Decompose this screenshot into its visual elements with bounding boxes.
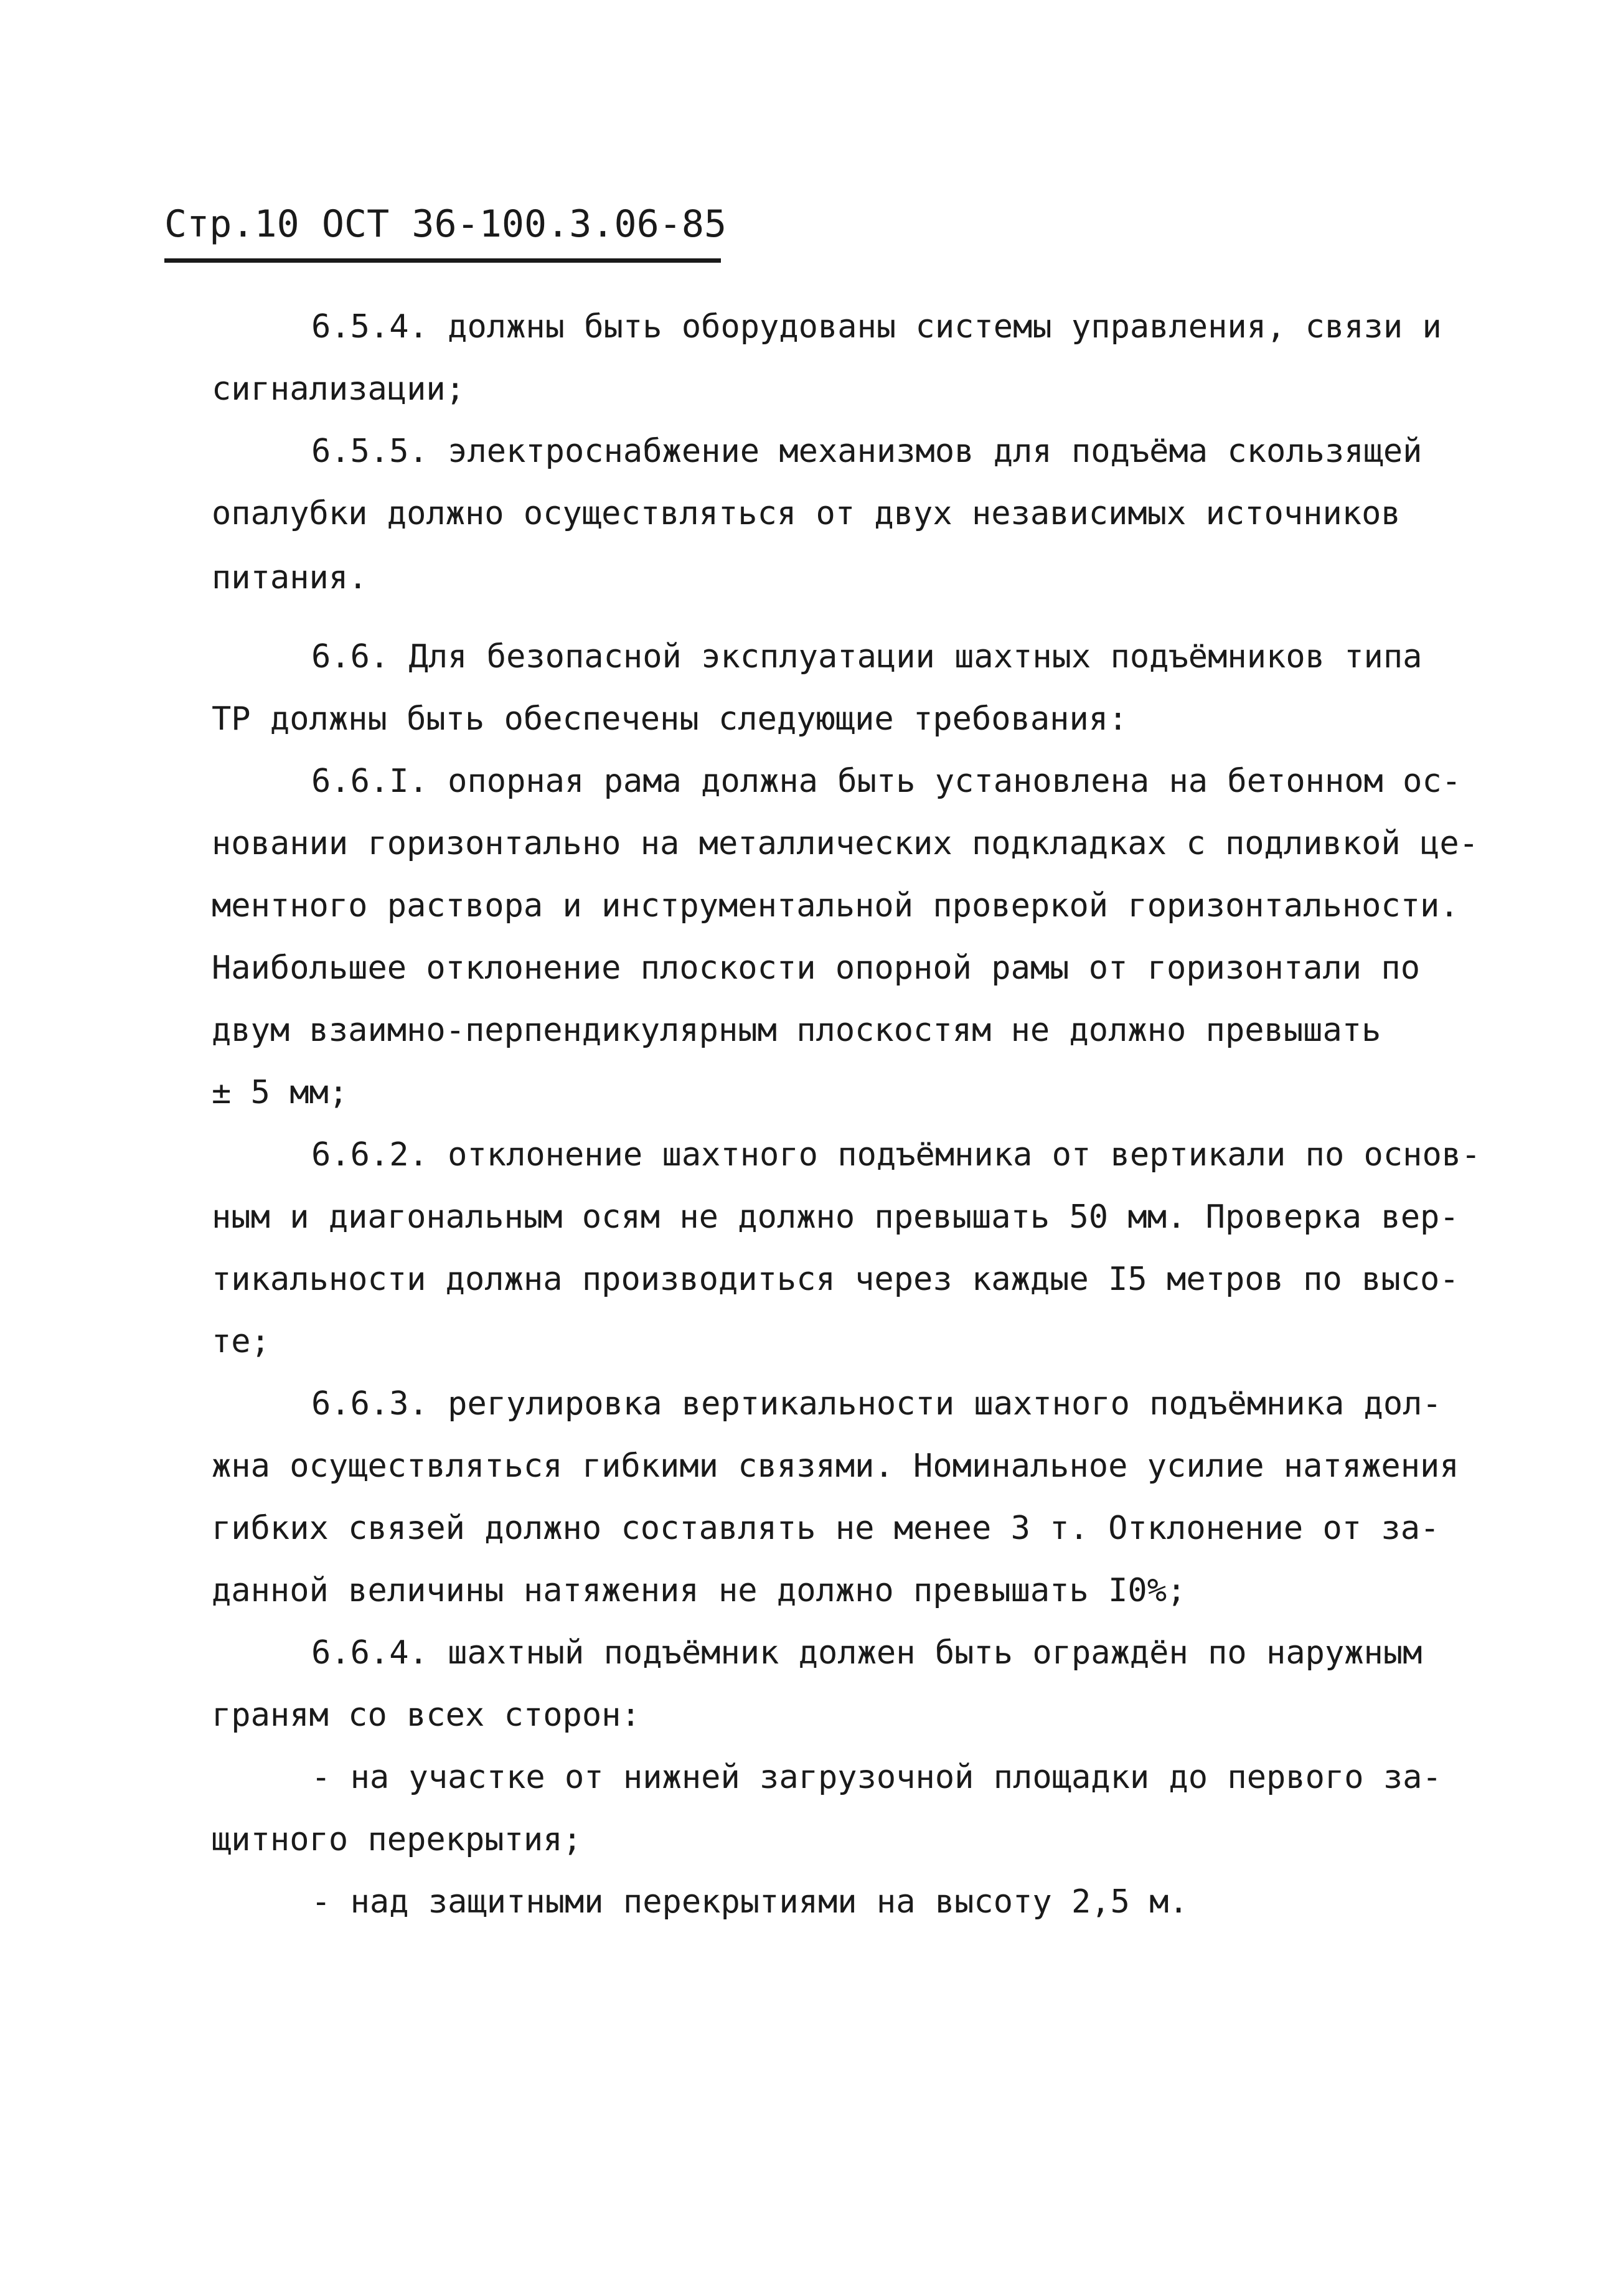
text-line: - на участке от нижней загрузочной площадки до первого за- <box>311 1759 1442 1796</box>
text-line: ± 5 мм; <box>212 1074 349 1111</box>
text-line: Наибольшее отклонение плоскости опорной рамы от горизонтали по <box>212 949 1421 987</box>
text-line: 6.6.2. отклонение шахтного подъёмника от вертикали по основ- <box>311 1136 1481 1174</box>
text-line: 6.5.5. электроснабжение механизмов для подъёма скользящей <box>311 433 1423 470</box>
text-line: 6.6.I. опорная рама должна быть установлена на бетонном ос- <box>311 763 1462 800</box>
text-line: щитного перекрытия; <box>212 1821 582 1858</box>
text-line: ментного раствора и инструментальной проверкой горизонтальности. <box>212 887 1459 925</box>
text-line: ным и диагональным осям не должно превышать 50 мм. Проверка вер- <box>212 1198 1459 1236</box>
header-underline <box>164 258 721 263</box>
text-line: 6.6.3. регулировка вертикальности шахтного подъёмника дол- <box>311 1385 1442 1423</box>
text-line: - над защитными перекрытиями на высоту 2,5 м. <box>311 1883 1188 1921</box>
page-header: Стр.10 ОСТ 36-100.3.06-85 <box>164 202 727 246</box>
text-line: двум взаимно-перпендикулярным плоскостям не должно превышать <box>212 1012 1381 1049</box>
text-line: 6.5.4. должны быть оборудованы системы управления, связи и <box>311 308 1442 346</box>
text-line: граням со всех сторон: <box>212 1696 641 1734</box>
text-line: ТР должны быть обеспечены следующие требования: <box>212 700 1128 738</box>
text-line: данной величины натяжения не должно превышать I0%; <box>212 1572 1187 1609</box>
text-line: 6.6. Для безопасной эксплуатации шахтных подъёмников типа <box>311 638 1423 675</box>
text-line: гибких связей должно составлять не менее 3 т. Отклонение от за- <box>212 1510 1440 1547</box>
text-line: 6.6.4. шахтный подъёмник должен быть ограждён по наружным <box>311 1634 1423 1672</box>
text-line: сигнализации; <box>212 370 465 408</box>
text-line: опалубки должно осуществляться от двух независимых источников <box>212 495 1401 532</box>
text-line: тикальности должна производиться через каждые I5 метров по высо- <box>212 1261 1459 1298</box>
text-line: жна осуществляться гибкими связями. Номинальное усилие натяжения <box>212 1447 1459 1485</box>
text-line: те; <box>212 1323 270 1360</box>
text-line: питания. <box>212 559 368 596</box>
text-line: новании горизонтально на металлических подкладках с подливкой це- <box>212 825 1479 862</box>
